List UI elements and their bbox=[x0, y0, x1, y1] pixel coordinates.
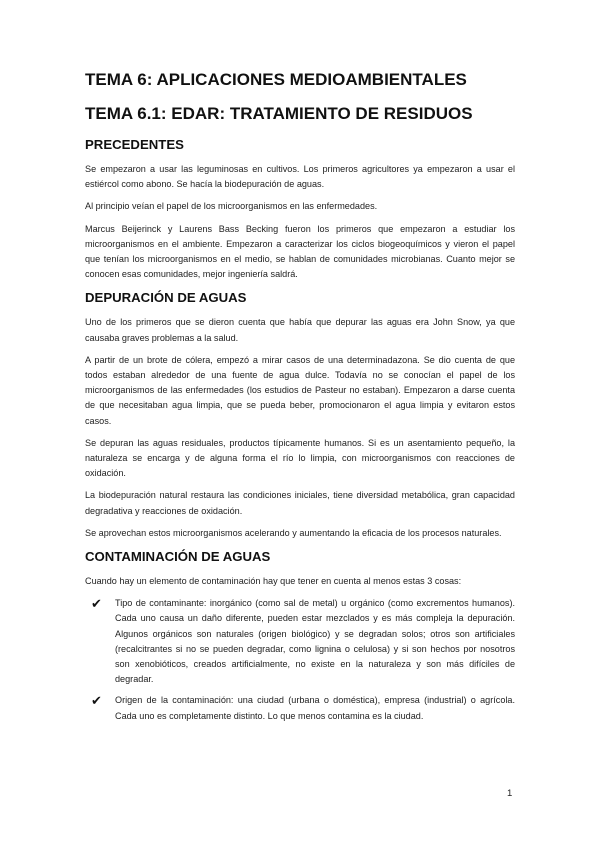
paragraph: Al principio veían el papel de los microorganismos en las enfermedades. bbox=[85, 201, 378, 212]
list-item bbox=[85, 693, 515, 723]
paragraph: Cuando hay un elemento de contaminación hay que tener en cuenta al menos estas 3 cosas: bbox=[85, 576, 462, 587]
paragraph: La biodepuración natural restaura las condiciones iniciales, tiene diversidad metabólica, gran capacidad degradativa y reacciones de oxidación. bbox=[85, 490, 515, 516]
page-number: 1 bbox=[507, 788, 513, 799]
section-heading-depuracion: DEPURACIÓN DE AGUAS bbox=[85, 290, 247, 306]
document-page bbox=[85, 68, 515, 730]
paragraph: Uno de los primeros que se dieron cuenta que había que depurar las aguas era John Snow, ya que causaba graves problemas a la salud. bbox=[85, 317, 515, 343]
paragraph: Se empezaron a usar las leguminosas en cultivos. Los primeros agricultores ya empezaron a usar el estiércol como abono. Se hacía la biodepuración de aguas. bbox=[85, 164, 515, 190]
paragraph: Se aprovechan estos microorganismos acelerando y aumentando la eficacia de los procesos naturales. bbox=[85, 527, 502, 538]
checklist bbox=[85, 596, 515, 724]
list-item-text: Tipo de contaminante: inorgánico (como sal de metal) u orgánico (como excrementos humanos). Cada uno causa un daño diferente, pueden estar mezclados y es más compleja la depuración. Algunos orgánicos son naturales (origen biológico) y se degradan solos; otros son artificiales (recalcitrantes si no se pueden degradar, como lignina o celulosa) y si son hechos por nosotros son xenobióticos, creados artificialmente, no existe en la naturaleza y son más difíciles de degradar. bbox=[115, 598, 515, 685]
document-title: TEMA 6: APLICACIONES MEDIOAMBIENTALES bbox=[85, 70, 467, 89]
section-heading-precedentes: PRECEDENTES bbox=[85, 137, 184, 152]
list-item bbox=[85, 596, 515, 687]
list-item-text: Origen de la contaminación: una ciudad (urbana o doméstica), empresa (industrial) o agrícola. Cada uno es completamente distinto. Lo que menos contamina es la ciudad. bbox=[115, 695, 515, 721]
section-heading-contaminacion: CONTAMINACIÓN DE AGUAS bbox=[85, 549, 271, 565]
paragraph: A partir de un brote de cólera, empezó a mirar casos de una determinadazona. Se dio cuenta de que todos estaban alrededor de una fuente de agua dulce. Todavía no se conocían el papel de los microorganismos de las enfermedades (los estudios de Pasteur no estaban). Empezaron a darse cuenta de que necesitaban agua limpia, que se pueda beber, promocionaron el agua limpia y evitaron estos casos. bbox=[85, 354, 515, 426]
checkmark-icon: ✔ bbox=[91, 596, 102, 612]
document-subtitle: TEMA 6.1: EDAR: TRATAMIENTO DE RESIDUOS bbox=[85, 104, 473, 123]
paragraph: Se depuran las aguas residuales, productos típicamente humanos. Si es un asentamiento pequeño, la naturaleza se encarga y de alguna forma el río lo limpia, con microorganismos con reacciones de oxidación. bbox=[85, 437, 515, 479]
paragraph: Marcus Beijerinck y Laurens Bass Becking fueron los primeros que empezaron a estudiar los microorganismos en el ambiente. Empezaron a caracterizar los ciclos biogeoquímicos y vieron el papel que tenían los microorganismos en el medio, se hablan de comunidades microbianas. Cuanto mejor se conocen esas comunidades, mejor ingeniería saldrá. bbox=[85, 223, 515, 280]
checkmark-icon: ✔ bbox=[91, 693, 102, 709]
